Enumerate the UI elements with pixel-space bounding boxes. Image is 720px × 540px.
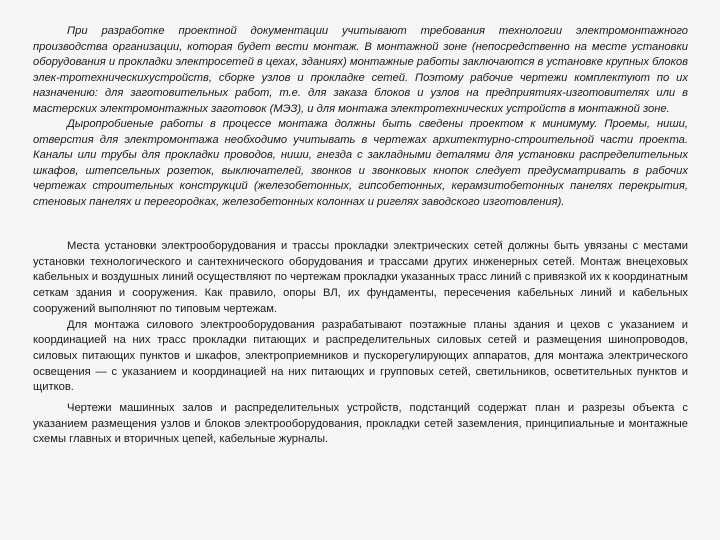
paragraph-equipment-placement: Места установки электрооборудования и трассы прокладки электрических сетей должны быть увязаны с местами установки технологического и сантехнического оборудования и трассами других инженерных сетей. Монтаж внецеховых кабельных и воздушных линий осуществляют по чертежам прокладки указанных трасс линий с привязкой их к координатным сеткам здания и сооружения. Как правило, опоры ВЛ, их фундаменты, пересечения кабельных линий и кабельных сооружений выполняют по типовым чертежам. <box>33 240 688 315</box>
paragraph-drilling-works: Дыропробиеные работы в процессе монтажа должны быть сведены проектом к минимуму. Проемы, ниши, отверстия для электромонтажа необходимо учитывать в чертежах архитектурно-строительной части проекта. Каналы или трубы для прокладки проводов, ниши, гнезда с закладными деталями для установки распределительных шкафов, штепсельных розеток, выключателей, звонков и звонковых кнопок следует предусматривать в рабочих чертежах строительных конструкций (железобетонных, гипсобетонных, керамзитобетонных панелях перекрытия, стеновых панелях и перегородках, железобетонных колоннах и ригелях заводского изготовления). <box>33 118 688 208</box>
paragraph-machine-rooms: Чертежи машинных залов и распределительных устройств, подстанций содержат план и разрезы объекта с указанием размещения узлов и блоков электрооборудования, прокладки сетей заземления, принципиальные и монтажные схемы главных и вторичных цепей, кабельные журналы. <box>33 402 688 446</box>
paragraph-project-documentation: При разработке проектной документации учитывают требования технологии электромонтажного производства организации, которая будет вести монтаж. В монтажной зоне (непосредственно на месте установки оборудования и прокладки электросетей в цехах, зданиях) монтажные работы заключаются в установке крупных блоков элек-тротехническихустройств, сборке узлов и прокладке сетей. Поэтому рабочие чертежи комплектуют по их назначению: для заготовительных работ, т.е. для заказа блоков и узлов на предприятиях-изготовителях или в мастерских электромонтажных заготовок (МЭЗ), и для монтажа электротехнических устройств в монтажной зоне. <box>33 25 688 115</box>
final-text-block <box>33 401 688 448</box>
paragraph-power-equipment: Для монтажа силового электрооборудования разрабатывают поэтажные планы здания и цехов с указанием и координацией на них трасс прокладки питающих и распределительных силовых сетей и размещения шинопроводов, силовых питающих пунктов и шкафов, электроприемников и пускорегулирующих аппаратов, для монтажа электрического освещения — с указанием и координацией на них питающих и групповых сетей, светильников, осветительных пунктов и щитков. <box>33 318 688 394</box>
italic-text-block <box>33 24 688 210</box>
regular-text-block <box>33 239 688 396</box>
